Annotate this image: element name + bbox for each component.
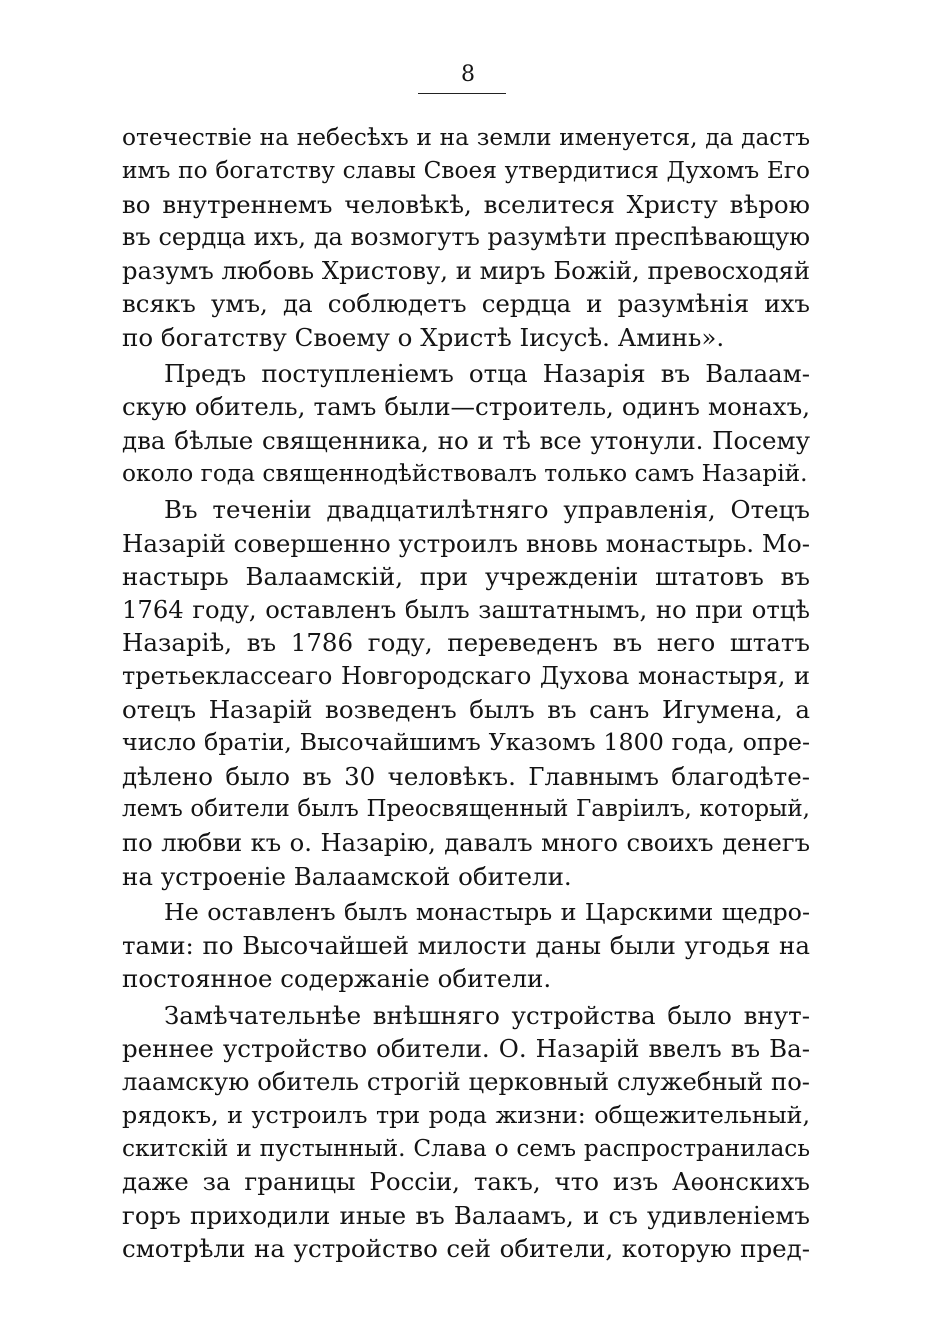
text-line: настырь Валаамскій, при учрежденіи штатовъ въ (122, 561, 810, 591)
paragraph (122, 896, 810, 996)
text-line: Не оставленъ былъ монастырь и Царскими щедро- (164, 897, 810, 926)
text-line: во внутреннемъ человѣкѣ, вселитеся Христу вѣрою (122, 189, 810, 219)
text-line: число братіи, Высочайшимъ Указомъ 1800 года, опре- (122, 728, 810, 757)
paragraph (122, 999, 810, 1265)
text-line: на устроеніе Валаамской обители. (122, 861, 572, 891)
text-line: отецъ Назарій возведенъ былъ въ санъ Игумена, а (122, 695, 810, 725)
text-line: тами: по Высочайшей милости даны были угодья на (122, 931, 810, 961)
paragraph (122, 493, 810, 893)
text-line: смотрѣли на устройство сей обители, которую пред- (122, 1233, 810, 1263)
text-line: горъ приходили иные въ Валаамъ, и съ удивленіемъ (122, 1200, 810, 1230)
text-line: отечествіе на небесѣхъ и на земли именуется, да дастъ (122, 124, 810, 151)
text-line: скитскій и пустынный. Слава о семъ распространилась (122, 1134, 810, 1162)
text-line: лемъ обители былъ Преосвященный Гавріилъ, который, (122, 795, 810, 822)
header-rule (418, 93, 506, 94)
text-line: въ сердца ихъ, да возмогутъ разумѣти преспѣвающую (122, 222, 810, 251)
text-line: рядокъ, и устроилъ три рода жизни: общежительный, (122, 1100, 810, 1129)
text-line: имъ по богатству славы Своея утвердитися Духомъ Его (122, 157, 810, 185)
text-line: Предъ поступленіемъ отца Назарія въ Валаам- (164, 359, 810, 389)
text-line: скую обитель, тамъ были—строитель, одинъ монахъ, (122, 392, 810, 422)
page-number: 8 (461, 62, 475, 87)
text-line: по любви къ о. Назарію, давалъ много своихъ денегъ (122, 828, 810, 858)
body-text (122, 121, 810, 1265)
text-line: по богатству Своему о Христѣ Іисусѣ. Аминь». (122, 322, 725, 352)
text-line: около года священнодѣйствовалъ только самъ Назарій. (122, 459, 808, 487)
text-line: постоянное содержаніе обители. (122, 964, 552, 994)
text-line: разумъ любовь Христову, и миръ Божій, превосходяй (122, 256, 810, 286)
paragraph (122, 121, 810, 354)
text-line: два бѣлые священника, но и тѣ все утонули. Посему (122, 425, 810, 455)
text-line: Въ теченіи двадцатилѣтняго управленія, Отецъ (164, 495, 810, 525)
text-line: дѣлено было въ 30 человѣкъ. Главнымъ благодѣте- (122, 761, 810, 791)
text-line: Назарій совершенно устроилъ вновь монастырь. Мо- (122, 528, 810, 558)
paragraph (122, 357, 810, 490)
text-line: третьеклассеаго Новгородскаго Духова монастыря, и (122, 661, 810, 690)
text-line: даже за границы Россіи, такъ, что изъ Аѳонскихъ (122, 1167, 810, 1197)
text-line: всякъ умъ, да соблюдетъ сердца и разумѣнія ихъ (122, 289, 810, 319)
text-line: 1764 году, оставленъ былъ заштатнымъ, но при отцѣ (122, 595, 810, 625)
text-line: Назаріѣ, въ 1786 году, переведенъ въ него штатъ (122, 628, 810, 658)
text-line: реннее устройство обители. О. Назарій ввелъ въ Ва- (122, 1034, 810, 1064)
text-line: лаамскую обитель строгій церковный служебный по- (122, 1067, 810, 1097)
text-line: Замѣчательнѣе внѣшняго устройства было внут- (164, 1000, 810, 1030)
